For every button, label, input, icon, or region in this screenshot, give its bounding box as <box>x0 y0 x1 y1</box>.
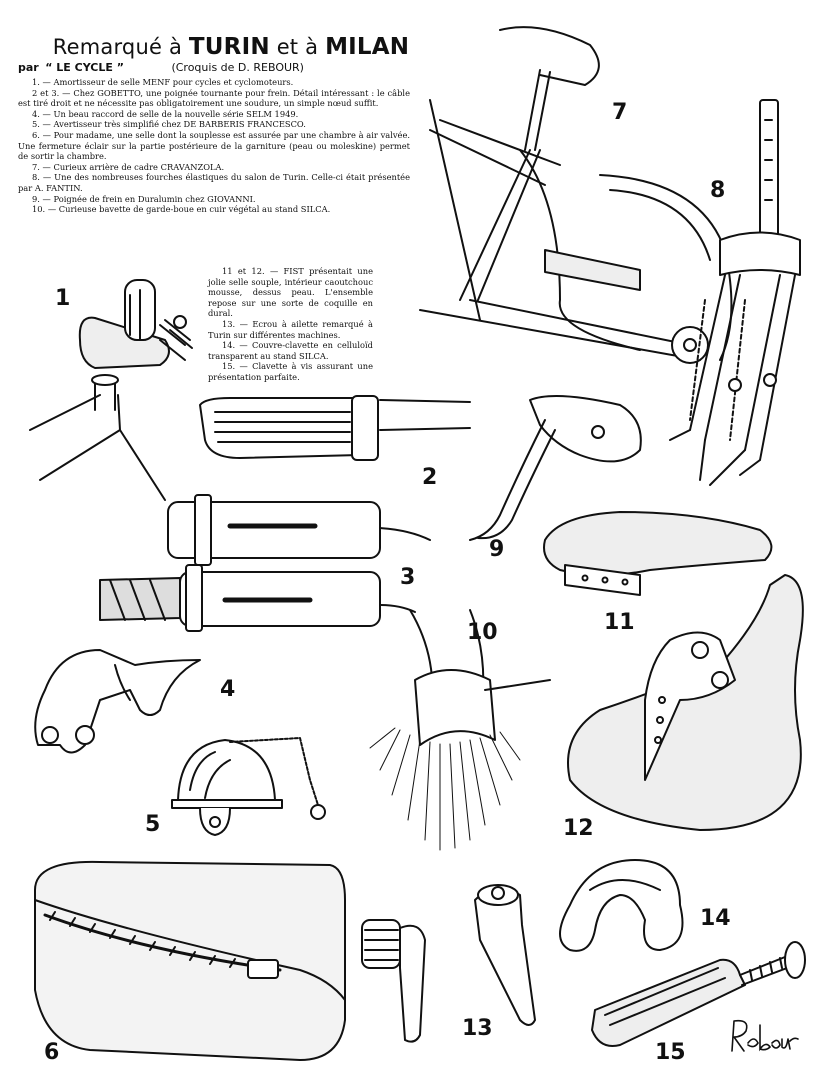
wing-nut-illustration <box>362 885 535 1042</box>
artist-signature <box>730 1015 800 1055</box>
saddle-zip-illustration <box>35 862 345 1060</box>
figure-number-5: 5 <box>145 812 161 837</box>
figure-number-4: 4 <box>220 677 236 702</box>
caption-7: 7. — Curieux arrière de cadre CRAVANZOLA. <box>32 161 225 172</box>
caption-11-12: 11 et 12. — FIST présentait une jolie selle souple, intérieur caoutchouc mousse, dessus peau. L'ensemble repose sur une sorte de coquille en dural. <box>208 266 373 319</box>
mudflap-illustration <box>370 610 550 850</box>
figure-number-15: 15 <box>655 1040 686 1065</box>
figure-number-1: 1 <box>55 286 71 311</box>
figure-number-2: 2 <box>422 465 438 490</box>
caption-14: 14. — Couvre-clavette en celluloïd transparent au stand SILCA. <box>208 340 373 361</box>
title-city-2: MILAN <box>325 34 410 60</box>
caption-5: 5. — Avertisseur très simplifié chez DE BARBERIS FRANCESCO. <box>32 119 306 130</box>
horn-illustration <box>172 738 325 835</box>
sprung-fork-illustration <box>670 100 800 485</box>
figure-number-3: 3 <box>400 565 416 590</box>
seat-clamp-illustration <box>35 650 200 753</box>
title-prefix: Remarqué à <box>52 35 183 59</box>
brake-grip-detail-illustration <box>100 495 430 631</box>
figure-number-10: 10 <box>467 620 498 645</box>
caption-15: 15. — Clavette à vis assurant une présentation parfaite. <box>208 361 373 382</box>
caption-1: 1. — Amortisseur de selle MENF pour cycles et cyclomoteurs. <box>32 77 294 87</box>
byline-par: par <box>18 61 39 74</box>
title-joiner: et à <box>276 35 319 59</box>
figure-number-12: 12 <box>563 816 594 841</box>
brake-grip-illustration <box>200 396 470 460</box>
seat-shock-absorber-illustration <box>30 280 192 500</box>
byline-publication: “ LE CYCLE ” <box>45 61 124 74</box>
caption-13: 13. — Ecrou à ailette remarqué à Turin sur différentes machines. <box>208 318 373 340</box>
caption-2-3: 2 et 3. — Chez GOBETTO, une poignée tournante pour frein. Détail intéressant : le câble est tiré droit et ne nécessite pas obligatoirement une soudure, un simple nœud suffit. <box>18 87 410 109</box>
figure-number-7: 7 <box>612 100 628 125</box>
frame-rear-illustration <box>420 27 731 363</box>
fist-saddle-illustration <box>544 512 771 595</box>
caption-9: 9. — Poignée de frein en Duralumin chez GIOVANNI. <box>32 193 256 204</box>
figure-number-8: 8 <box>710 178 726 203</box>
figure-number-13: 13 <box>462 1016 493 1041</box>
figure-number-11: 11 <box>604 610 635 635</box>
caption-6: 6. — Pour madame, une selle dont la souplesse est assurée par une chambre à air valvée. Une fermeture éclair sur la partie postérieure de la garniture (peau ou moleskine) permet de sortir la chambre. <box>18 129 410 162</box>
figure-number-6: 6 <box>44 1040 60 1065</box>
cotter-cover-illustration <box>560 860 683 951</box>
figure-number-14: 14 <box>700 906 731 931</box>
figure-number-9: 9 <box>489 537 505 562</box>
caption-4: 4. — Un beau raccord de selle de la nouvelle série SELM 1949. <box>32 108 299 119</box>
byline-credit: (Croquis de D. REBOUR) <box>171 61 304 74</box>
caption-8: 8. — Une des nombreuses fourches élastiques du salon de Turin. Celle-ci était présentée par A. FANTIN. <box>18 172 410 193</box>
title-city-1: TURIN <box>188 34 270 60</box>
caption-10: 10. — Curieuse bavette de garde-boue en cuir végétal au stand SILCA. <box>32 204 331 215</box>
